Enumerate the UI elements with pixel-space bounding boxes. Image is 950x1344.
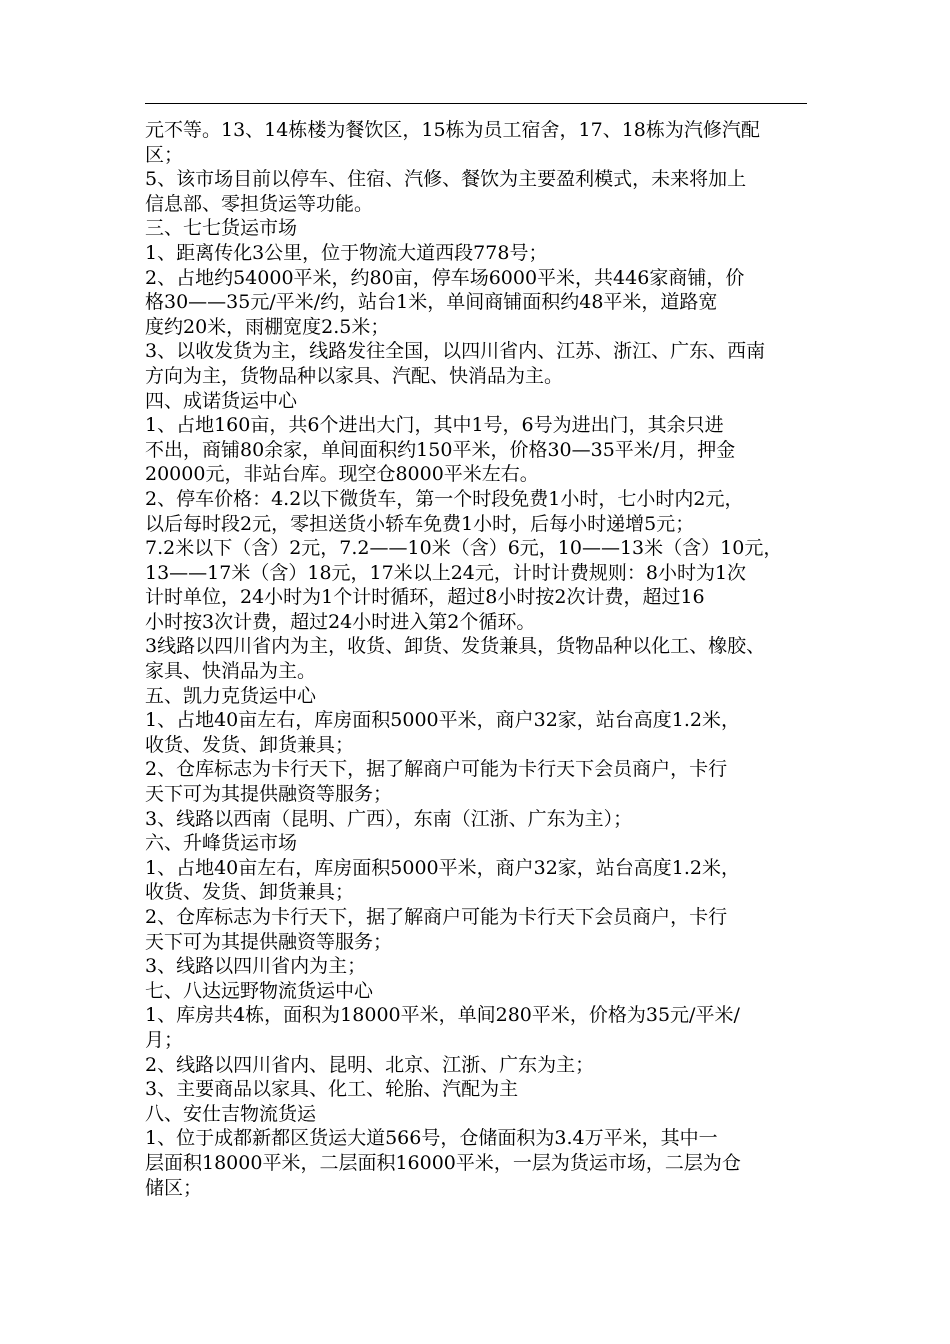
text-line: 四、成诺货运中心 (145, 389, 298, 412)
document-body (145, 118, 825, 1200)
text-line: 区； (145, 143, 184, 166)
text-line: 收货、发货、卸货兼具； (145, 881, 355, 904)
text-line: 5、该市场目前以停车、住宿、汽修、餐饮为主要盈利模式，未来将加上 (145, 168, 747, 191)
text-line: 不出，商铺80余家，单间面积约150平米，价格30—35平米/月，押金 (145, 438, 736, 461)
text-line: 1、占地40亩左右，库房面积5000平米，商户32家，站台高度1.2米， (145, 709, 741, 732)
text-line: 天下可为其提供融资等服务； (145, 930, 393, 953)
text-line: 3线路以四川省内为主，收货、卸货、发货兼具，货物品种以化工、橡胶、 (145, 635, 766, 658)
header-divider (145, 103, 807, 104)
text-line: 月； (145, 1028, 184, 1051)
text-line: 层面积18000平米，二层面积16000平米，一层为货运市场，二层为仓 (145, 1151, 741, 1174)
text-line: 信息部、零担货运等功能。 (145, 192, 374, 215)
text-line: 1、位于成都新都区货运大道566号，仓储面积为3.4万平米，其中一 (145, 1127, 718, 1150)
text-line: 1、距离传化3公里，位于物流大道西段778号； (145, 241, 548, 264)
text-line: 度约20米，雨棚宽度2.5米； (145, 315, 390, 338)
text-line: 五、凯力克货运中心 (145, 684, 317, 707)
text-line: 计时单位，24小时为1个计时循环，超过8小时按2次计费，超过16 (145, 586, 705, 609)
text-line: 元不等。13、14栋楼为餐饮区，15栋为员工宿舍，17、18栋为汽修汽配 (145, 119, 760, 141)
text-line: 7.2米以下（含）2元，7.2——10米（含）6元，10——13米（含）10元， (145, 537, 783, 560)
text-line: 3、线路以西南（昆明、广西），东南（江浙、广东为主）； (145, 807, 633, 830)
text-line: 2、仓库标志为卡行天下，据了解商户可能为卡行天下会员商户，卡行 (145, 906, 728, 928)
text-line: 3、主要商品以家具、化工、轮胎、汽配为主 (145, 1078, 519, 1101)
text-line: 13——17米（含）18元，17米以上24元，计时计费规则：8小时为1次 (145, 561, 747, 584)
text-line: 收货、发货、卸货兼具； (145, 733, 355, 756)
text-line: 3、线路以四川省内为主； (145, 955, 367, 978)
text-line: 20000元，非站台库。现空仓8000平米左右。 (145, 463, 539, 486)
text-line: 格30——35元/平米/约，站台1米，单间商铺面积约48平米，道路宽 (145, 291, 718, 314)
text-line: 2、停车价格：4.2以下微货车，第一个时段免费1小时，七小时内2元， (145, 487, 744, 510)
text-line: 八、安仕吉物流货运 (145, 1102, 317, 1125)
text-line: 1、库房共4栋，面积为18000平米，单间280平米，价格为35元/平米/ (145, 1004, 740, 1027)
text-line: 家具、快消品为主。 (145, 660, 317, 683)
text-line: 2、线路以四川省内、昆明、北京、江浙、广东为主； (145, 1053, 595, 1076)
text-line: 储区； (145, 1176, 203, 1199)
text-line: 3、以收发货为主，线路发往全国，以四川省内、江苏、浙江、广东、西南 (145, 340, 766, 363)
text-line: 1、占地40亩左右，库房面积5000平米，商户32家，站台高度1.2米， (145, 856, 741, 879)
text-line: 小时按3次计费，超过24小时进入第2个循环。 (145, 610, 536, 633)
text-line: 六、升峰货运市场 (145, 832, 298, 855)
text-line: 方向为主，货物品种以家具、汽配、快消品为主。 (145, 364, 564, 387)
text-line: 1、占地160亩，共6个进出大门，其中1号，6号为进出门，其余只进 (145, 414, 724, 437)
text-line: 三、七七货运市场 (145, 217, 298, 240)
text-line: 七、八达远野物流货运中心 (145, 979, 374, 1002)
text-line: 2、占地约54000平米，约80亩，停车场6000平米，共446家商铺，价 (145, 266, 745, 289)
text-line: 2、仓库标志为卡行天下，据了解商户可能为卡行天下会员商户，卡行 (145, 758, 728, 781)
text-line: 天下可为其提供融资等服务； (145, 783, 393, 806)
text-line: 以后每时段2元，零担送货小轿车免费1小时，后每小时递增5元； (145, 512, 695, 535)
